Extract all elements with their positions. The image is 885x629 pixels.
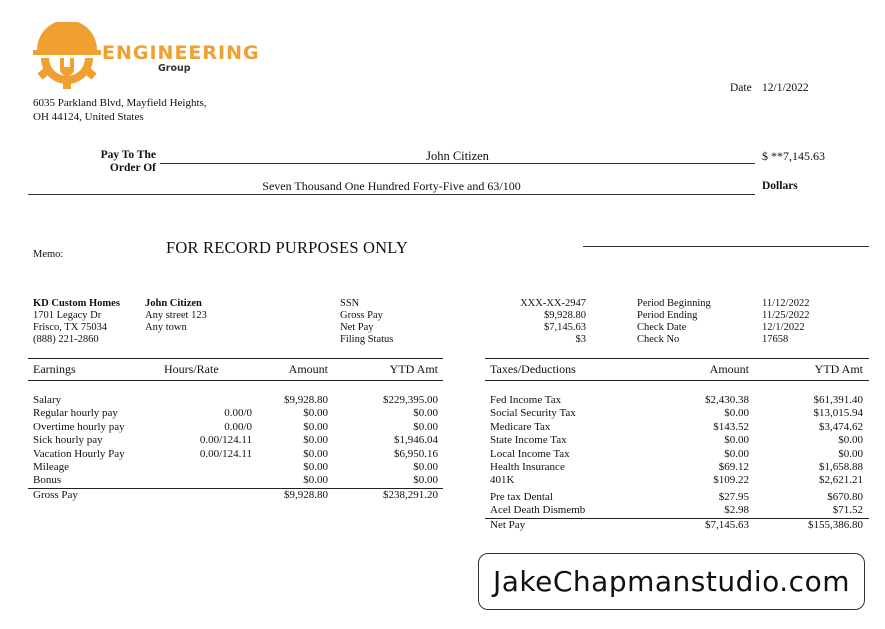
pay-to-line-1: Pay To The [100, 149, 156, 161]
deduction-name: Acel Death Dismemb [490, 504, 586, 517]
deduction-amount: $0.00 [724, 407, 749, 420]
net-pay-value: $7,145.63 [544, 322, 586, 333]
earnings-rows [28, 394, 443, 488]
earning-amount: $0.00 [303, 434, 328, 447]
gross-pay-label: Gross Pay [340, 310, 383, 321]
ssn-label: SSN [340, 298, 360, 309]
table-row [485, 491, 869, 504]
deduction-ytd: $0.00 [838, 434, 863, 447]
payee-name: John Citizen [426, 149, 489, 163]
earning-name: Vacation Hourly Pay [33, 447, 125, 460]
gross-pay-row [28, 489, 443, 502]
earning-name: Bonus [33, 474, 62, 487]
earning-amount: $0.00 [303, 420, 328, 433]
deduction-amount: $0.00 [724, 447, 749, 460]
table-row [485, 434, 869, 447]
earnings-table [28, 358, 443, 502]
table-row [485, 448, 869, 461]
gross-pay-value: $9,928.80 [544, 310, 586, 321]
deduction-ytd: $71.52 [832, 504, 863, 517]
amount-in-words: Seven Thousand One Hundred Forty-Five and 63/100 [262, 179, 521, 193]
deductions-header-rule [485, 380, 869, 381]
table-row [485, 394, 869, 407]
watermark: JakeChapmanstudio.com [478, 553, 865, 610]
earning-ytd: $6,950.16 [394, 447, 438, 460]
check-date: 12/1/2022 [762, 82, 809, 94]
earning-ytd: $238,291.20 [383, 488, 438, 501]
deductions-table [485, 358, 869, 532]
earning-amount: $0.00 [303, 474, 328, 487]
filing-status-label: Filing Status [340, 334, 394, 345]
summary-labels [340, 298, 393, 346]
earning-name: Regular hourly pay [33, 407, 118, 420]
period-values [762, 298, 809, 346]
table-row [28, 461, 443, 474]
table-row [485, 421, 869, 434]
deduction-ytd: $3,474.62 [819, 420, 863, 433]
table-row [28, 474, 443, 487]
earning-amount: $9,928.80 [284, 394, 328, 406]
ded-amount-col-label: Amount [709, 362, 749, 376]
deduction-ytd: $0.00 [838, 447, 863, 460]
taxes-col-label: Taxes/Deductions [490, 362, 576, 376]
period-labels [637, 298, 711, 346]
check-amount: $ **7,145.63 [762, 149, 825, 163]
deduction-name: 401K [490, 474, 515, 487]
earning-ytd: $0.00 [413, 460, 438, 473]
deduction-ytd: $670.80 [827, 490, 863, 503]
deduction-amount: $69.12 [718, 460, 749, 473]
employer-name: KD Custom Homes [33, 298, 120, 309]
table-row [28, 407, 443, 420]
gear-icon [33, 22, 101, 89]
deductions-total [485, 519, 869, 532]
ytd-col-label: YTD Amt [389, 362, 438, 376]
ssn-value: XXX-XX-2947 [520, 298, 586, 309]
earning-amount: $0.00 [303, 407, 328, 420]
earning-ytd: $229,395.00 [383, 394, 438, 406]
deduction-amount: $2.98 [724, 504, 749, 517]
earning-hours-rate: 0.00/0 [224, 420, 252, 433]
deduction-name: Health Insurance [490, 460, 565, 473]
employer-city: Frisco, TX 75034 [33, 322, 108, 333]
address-line-2: OH 44124, United States [33, 111, 144, 123]
deduction-name: Medicare Tax [490, 420, 551, 433]
table-row [28, 421, 443, 434]
deductions-rows-2 [485, 491, 869, 518]
dollars-label: Dollars [762, 180, 798, 192]
earnings-header-rule [28, 380, 443, 381]
amount-col-label: Amount [288, 362, 328, 376]
deduction-amount: $27.95 [718, 490, 749, 503]
memo-text: FOR RECORD PURPOSES ONLY [166, 238, 408, 257]
table-row [485, 504, 869, 517]
period-beginning-value: 11/12/2022 [762, 298, 810, 309]
logo-wordmark: ENGINEERING [102, 42, 260, 64]
earning-amount: $0.00 [303, 460, 328, 473]
pay-to-line-2: Order Of [109, 162, 156, 174]
deductions-header [485, 362, 869, 380]
date-label: Date [730, 82, 752, 94]
check-date-value: 12/1/2022 [762, 322, 805, 333]
earning-name: Gross Pay [33, 488, 78, 501]
deduction-ytd: $61,391.40 [813, 394, 863, 406]
earnings-header [28, 362, 443, 380]
earning-name: Sick hourly pay [33, 434, 103, 447]
address-line-1: 6035 Parkland Blvd, Mayfield Heights, [33, 97, 207, 109]
earning-amount: $0.00 [303, 447, 328, 460]
earning-name: Salary [33, 394, 62, 406]
deduction-ytd: $1,658.88 [819, 460, 863, 473]
deduction-name: State Income Tax [490, 434, 567, 447]
payee-line [160, 163, 755, 164]
earnings-total [28, 489, 443, 502]
earning-hours-rate: 0.00/124.11 [199, 434, 252, 447]
deduction-amount: $109.22 [713, 474, 749, 487]
deductions-rows [485, 394, 869, 488]
employee-name: John Citizen [145, 298, 202, 309]
earning-hours-rate: 0.00/0 [224, 407, 252, 420]
net-pay-row [485, 519, 869, 532]
earning-ytd: $0.00 [413, 474, 438, 487]
check-date-label: Check Date [637, 322, 687, 333]
net-pay-label: Net Pay [340, 322, 374, 333]
hours-rate-col-label: Hours/Rate [164, 362, 219, 376]
employee-street: Any street 123 [145, 310, 207, 321]
deduction-ytd: $13,015.94 [813, 407, 863, 420]
deductions-top-rule [485, 358, 869, 359]
earning-name: Mileage [33, 460, 70, 473]
earning-ytd: $1,946.04 [394, 434, 438, 447]
deduction-amount: $2,430.38 [705, 394, 749, 406]
employer-phone: (888) 221-2860 [33, 334, 99, 345]
check-no-label: Check No [637, 334, 680, 345]
amount-words-line [28, 194, 755, 195]
deduction-name: Net Pay [490, 518, 526, 531]
employer-street: 1701 Legacy Dr [33, 310, 102, 321]
earnings-top-rule [28, 358, 443, 359]
earning-ytd: $0.00 [413, 420, 438, 433]
earning-name: Overtime hourly pay [33, 420, 125, 433]
earnings-col-label: Earnings [33, 362, 76, 376]
table-row [28, 434, 443, 447]
period-ending-label: Period Ending [637, 310, 698, 321]
deduction-name: Pre tax Dental [490, 490, 553, 503]
filing-status-value: $3 [575, 334, 586, 345]
deduction-amount: $0.00 [724, 434, 749, 447]
period-ending-value: 11/25/2022 [762, 310, 810, 321]
company-address [33, 96, 207, 124]
period-beginning-label: Period Beginning [637, 298, 711, 309]
earning-ytd: $0.00 [413, 407, 438, 420]
pay-to-label [92, 149, 156, 175]
deduction-amount: $143.52 [713, 420, 749, 433]
deduction-name: Fed Income Tax [490, 394, 562, 406]
earning-hours-rate: 0.00/124.11 [199, 447, 252, 460]
table-row [485, 461, 869, 474]
table-row [485, 474, 869, 487]
deduction-ytd: $155,386.80 [808, 518, 863, 531]
deduction-name: Local Income Tax [490, 447, 570, 460]
logo-subtitle: Group [158, 63, 191, 74]
employee-info [145, 298, 207, 334]
summary-values [470, 298, 586, 346]
employee-city: Any town [145, 322, 187, 333]
memo-label: Memo: [33, 249, 64, 260]
ded-ytd-col-label: YTD Amt [814, 362, 863, 376]
employer-info [33, 298, 120, 346]
table-row [28, 448, 443, 461]
earning-amount: $9,928.80 [284, 488, 328, 501]
check-no-value: 17658 [762, 334, 789, 345]
deduction-ytd: $2,621.21 [819, 474, 863, 487]
deduction-name: Social Security Tax [490, 407, 576, 420]
deduction-amount: $7,145.63 [705, 518, 749, 531]
table-row [28, 394, 443, 407]
table-row [485, 407, 869, 420]
signature-line [583, 246, 869, 247]
